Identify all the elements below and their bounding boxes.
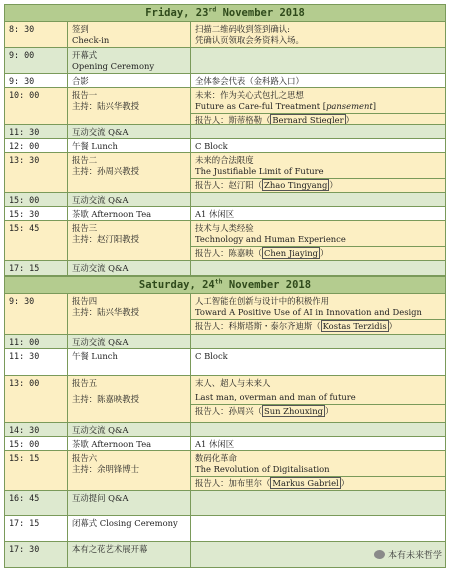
session-cell: 互动交流 Q&A bbox=[67, 125, 190, 138]
time-cell: 11: 30 bbox=[9, 351, 40, 361]
session-cell: 签到 Check-in bbox=[67, 22, 190, 47]
session-cell: 茶歇 Afternoon Tea bbox=[67, 437, 190, 450]
detail-cell: C Block bbox=[190, 139, 445, 152]
time-cell: 17: 30 bbox=[9, 544, 40, 554]
detail-cell bbox=[190, 261, 445, 275]
session-cell: 互动交流 Q&A bbox=[67, 261, 190, 275]
detail-cell bbox=[190, 335, 445, 348]
schedule-row bbox=[5, 451, 445, 491]
time-cell: 13: 00 bbox=[9, 378, 40, 388]
detail-cell: A1 休闲区 bbox=[190, 437, 445, 450]
time-cell: 11: 30 bbox=[9, 127, 40, 137]
schedule-row bbox=[5, 193, 445, 207]
schedule-row bbox=[5, 125, 445, 139]
session-cell: 报告二 主持：孙周兴教授 bbox=[67, 153, 190, 192]
schedule-row bbox=[5, 74, 445, 88]
detail-cell bbox=[190, 48, 445, 73]
watermark-logo: 本有未来哲学 bbox=[374, 548, 442, 561]
time-cell: 9: 30 bbox=[9, 76, 35, 86]
schedule-row bbox=[5, 139, 445, 153]
time-cell: 15: 00 bbox=[9, 439, 40, 449]
schedule-row bbox=[5, 153, 445, 193]
detail-cell: 末人、超人与未来人 Last man, overman and man of future 报告人：孙周兴（ Sun Zhouxing ） bbox=[190, 376, 445, 422]
detail-cell: 全体参会代表（金科路入口） bbox=[190, 74, 445, 87]
session-cell: 互动提问 Q&A bbox=[67, 491, 190, 515]
schedule-row bbox=[5, 88, 445, 125]
schedule-row bbox=[5, 437, 445, 451]
session-cell: 茶歇 Afternoon Tea bbox=[67, 207, 190, 220]
detail-cell bbox=[190, 423, 445, 436]
detail-cell: 未来的合法限度 The Justifiable Limit of Future 报告人：赵汀阳（ Zhao Tingyang ） bbox=[190, 153, 445, 192]
detail-cell: A1 休闲区 bbox=[190, 207, 445, 220]
session-cell: 报告六 主持：余明锋博士 bbox=[67, 451, 190, 490]
detail-cell bbox=[190, 193, 445, 206]
time-cell: 16: 45 bbox=[9, 493, 40, 503]
session-cell: 互动交流 Q&A bbox=[67, 335, 190, 348]
schedule-row bbox=[5, 221, 445, 261]
time-cell: 15: 30 bbox=[9, 209, 40, 219]
session-cell: 报告四 主持：陆兴华教授 bbox=[67, 294, 190, 334]
schedule-row bbox=[5, 261, 445, 276]
detail-cell: 人工智能在创新与设计中的积极作用 Toward A Positive Use of AI in Innovation and Design 报告人：科斯塔斯・泰尔齐迪斯（ Kostas Terzidis ） bbox=[190, 294, 445, 334]
schedule-row bbox=[5, 294, 445, 335]
detail-cell: 数码化革命 The Revolution of Digitalisation 报告人：加布里尔（ Markus Gabriel ） bbox=[190, 451, 445, 490]
schedule-row bbox=[5, 335, 445, 349]
time-cell: 15: 45 bbox=[9, 223, 40, 233]
session-cell: 闭幕式 Closing Ceremony bbox=[67, 516, 190, 541]
session-cell: 午餐 Lunch bbox=[67, 139, 190, 152]
detail-cell: 未来：作为关心式包扎之思想 Future as Care-ful Treatment [pansement] 报告人：斯蒂格勒（ Bernard Stiegler ） bbox=[190, 88, 445, 124]
schedule-table bbox=[4, 4, 446, 568]
chat-bubble-icon bbox=[374, 550, 385, 559]
schedule-row bbox=[5, 349, 445, 376]
time-cell: 10: 00 bbox=[9, 90, 40, 100]
day-header-saturday: Saturday, 24th November 2018 bbox=[5, 276, 445, 294]
schedule-row bbox=[5, 376, 445, 423]
day-header-friday: Friday, 23rd November 2018 bbox=[5, 5, 445, 22]
schedule-row bbox=[5, 22, 445, 48]
detail-cell bbox=[190, 516, 445, 541]
detail-cell: 技术与人类经验 Technology and Human Experience 报告人：陈嘉映（ Chen Jiaying ） bbox=[190, 221, 445, 260]
session-cell: 合影 bbox=[67, 74, 190, 87]
session-cell: 互动交流 Q&A bbox=[67, 423, 190, 436]
session-cell: 本有之花艺术展开幕 bbox=[67, 542, 190, 567]
time-cell: 15: 00 bbox=[9, 195, 40, 205]
schedule-row bbox=[5, 207, 445, 221]
schedule-row bbox=[5, 491, 445, 516]
detail-cell: 扫描二维码收到签到确认: 凭确认页领取会务资料入场。 bbox=[190, 22, 445, 47]
time-cell: 17: 15 bbox=[9, 518, 40, 528]
session-cell: 开幕式 Opening Ceremony bbox=[67, 48, 190, 73]
session-cell: 报告一 主持：陆兴华教授 bbox=[67, 88, 190, 124]
time-cell: 9: 00 bbox=[9, 50, 35, 60]
time-cell: 8: 30 bbox=[9, 24, 35, 34]
schedule-row bbox=[5, 423, 445, 437]
time-cell: 9: 30 bbox=[9, 296, 35, 306]
session-cell: 午餐 Lunch bbox=[67, 349, 190, 375]
time-cell: 11: 00 bbox=[9, 337, 40, 347]
time-cell: 14: 30 bbox=[9, 425, 40, 435]
session-cell: 报告三 主持：赵汀阳教授 bbox=[67, 221, 190, 260]
time-cell: 15: 15 bbox=[9, 453, 40, 463]
session-cell: 互动交流 Q&A bbox=[67, 193, 190, 206]
detail-cell bbox=[190, 491, 445, 515]
detail-cell: C Block bbox=[190, 349, 445, 375]
schedule-row bbox=[5, 516, 445, 542]
schedule-row bbox=[5, 48, 445, 74]
time-cell: 13: 30 bbox=[9, 155, 40, 165]
session-cell: 报告五 主持：陈嘉映教授 bbox=[67, 376, 190, 422]
detail-cell bbox=[190, 125, 445, 138]
time-cell: 12: 00 bbox=[9, 141, 40, 151]
time-cell: 17: 15 bbox=[9, 263, 40, 273]
